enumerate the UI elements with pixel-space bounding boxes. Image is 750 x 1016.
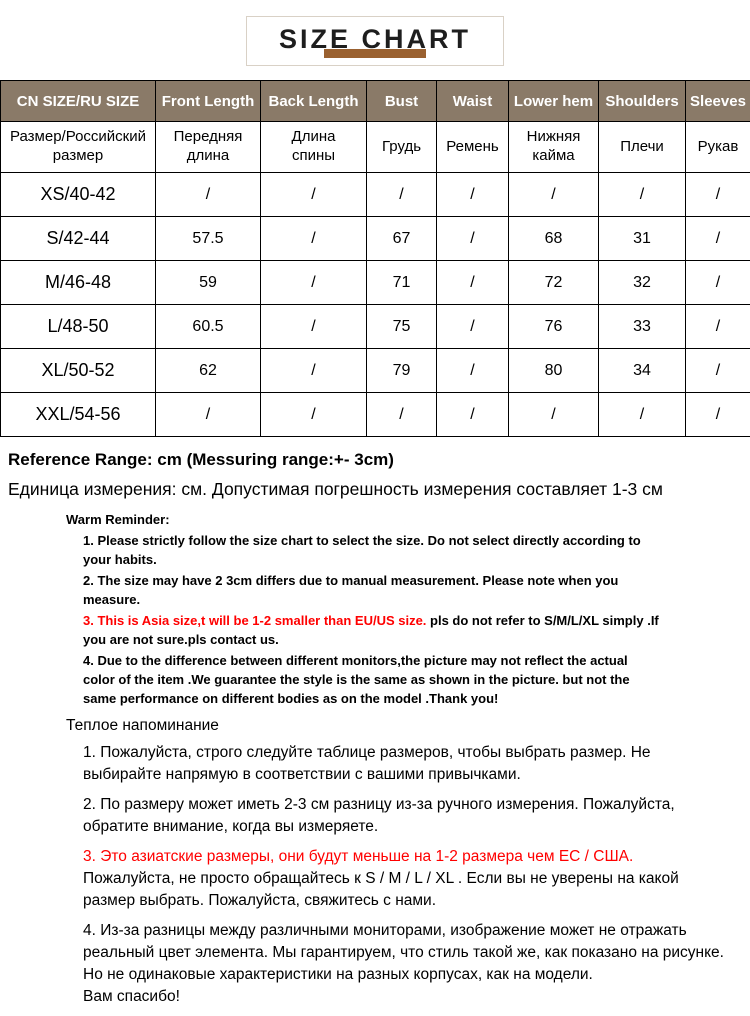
title-box [246, 16, 504, 66]
warm-reminder-title-en: Warm Reminder: [66, 510, 742, 529]
header-cell-back-length-ru: Длина спины [261, 122, 367, 173]
header-cell-size: CN SIZE/RU SIZE [1, 81, 156, 122]
reference-range-en: Reference Range: cm (Messuring range:+- 3cm) [8, 450, 742, 470]
header-cell-shoulders-ru: Плечи [599, 122, 686, 173]
value-cell: 59 [156, 261, 261, 305]
value-cell: 57.5 [156, 217, 261, 261]
reference-range-ru: Единица измерения: см. Допустимая погрешность измерения составляет 1-3 см [8, 479, 742, 500]
size-label: L/48-50 [1, 305, 156, 349]
value-cell: 75 [367, 305, 437, 349]
header-cell-bust-ru: Грудь [367, 122, 437, 173]
value-cell: / [599, 393, 686, 437]
header-cell-lower-hem-ru: Нижняя кайма [509, 122, 599, 173]
value-cell: / [599, 173, 686, 217]
value-cell: / [686, 261, 750, 305]
reminder-item-4-text-ru: 4. Из-за разницы между различными мониторами, изображение может не отражать реальный цвет элемента. Мы гарантируем, что стиль такой же, как показано на рисунке. Но не одинаковые характеристики на разных корпусах, как на модели. [83, 922, 724, 983]
table-row-s [1, 217, 750, 261]
table-row-m [1, 261, 750, 305]
value-cell: 68 [509, 217, 599, 261]
notes-section [0, 450, 750, 1008]
value-cell: 60.5 [156, 305, 261, 349]
size-chart-table [0, 80, 750, 437]
value-cell: 79 [367, 349, 437, 393]
warm-reminder-title-ru: Теплое напоминание [66, 715, 742, 737]
reminder-item-3-rest-ru: Пожалуйста, не просто обращайтесь к S / M / L / XL . Если вы не уверены на какой размер выбрать. Пожалуйста, свяжитесь с нами. [83, 870, 679, 909]
table-row-xs [1, 173, 750, 217]
header-cell-waist-ru: Ремень [437, 122, 509, 173]
value-cell: 62 [156, 349, 261, 393]
reminder-item-2-ru: 2. По размеру может иметь 2-3 см разницу из-за ручного измерения. Пожалуйста, обратите внимание, когда вы измеряете. [83, 794, 733, 838]
value-cell: 34 [599, 349, 686, 393]
warm-reminder-ru [66, 715, 742, 1008]
size-chart-document [0, 16, 750, 1008]
value-cell: / [437, 305, 509, 349]
value-cell: / [686, 393, 750, 437]
size-label: XS/40-42 [1, 173, 156, 217]
value-cell: / [261, 217, 367, 261]
reminder-item-1-en: 1. Please strictly follow the size chart to select the size. Do not select directly according to your habits. [83, 531, 661, 569]
header-cell-waist: Waist [437, 81, 509, 122]
value-cell: / [261, 173, 367, 217]
value-cell: 76 [509, 305, 599, 349]
table-row-xxl [1, 393, 750, 437]
header-cell-sleeves: Sleeves [686, 81, 750, 122]
size-label: S/42-44 [1, 217, 156, 261]
size-label: XXL/54-56 [1, 393, 156, 437]
header-cell-front-length-ru: Передняя длина [156, 122, 261, 173]
warm-reminder-en [66, 510, 742, 708]
table-row-l [1, 305, 750, 349]
value-cell: / [686, 305, 750, 349]
value-cell: 33 [599, 305, 686, 349]
value-cell: 32 [599, 261, 686, 305]
header-cell-size-ru: Размер/Российский размер [1, 122, 156, 173]
reminder-item-3-en [83, 611, 661, 649]
reminder-item-3-ru [83, 846, 733, 912]
header-cell-shoulders: Shoulders [599, 81, 686, 122]
value-cell: / [686, 349, 750, 393]
value-cell: / [156, 393, 261, 437]
reminder-item-4-en: 4. Due to the difference between different monitors,the picture may not reflect the actual color of the item .We guarantee the style is the same as shown in the picture. but not the same performance on different bodies as on the model .Thank you! [83, 651, 661, 708]
value-cell: / [437, 349, 509, 393]
value-cell: / [261, 261, 367, 305]
size-label: M/46-48 [1, 261, 156, 305]
value-cell: / [261, 393, 367, 437]
header-cell-sleeves-ru: Рукав [686, 122, 750, 173]
value-cell: / [367, 393, 437, 437]
value-cell: / [437, 261, 509, 305]
table-row-xl [1, 349, 750, 393]
value-cell: / [686, 173, 750, 217]
value-cell: / [686, 217, 750, 261]
value-cell: / [156, 173, 261, 217]
thank-you-ru: Вам спасибо! [83, 988, 180, 1005]
value-cell: / [509, 393, 599, 437]
asia-size-warning-ru: 3. Это азиатские размеры, они будут меньше на 1-2 размера чем ЕС / США. [83, 848, 633, 865]
value-cell: / [437, 217, 509, 261]
value-cell: 67 [367, 217, 437, 261]
table-header-row-ru [1, 122, 750, 173]
reminder-item-1-ru: 1. Пожалуйста, строго следуйте таблице размеров, чтобы выбрать размер. Не выбирайте напрямую в соответствии с вашими привычками. [83, 742, 733, 786]
value-cell: 31 [599, 217, 686, 261]
header-cell-front-length: Front Length [156, 81, 261, 122]
size-label: XL/50-52 [1, 349, 156, 393]
header-cell-back-length: Back Length [261, 81, 367, 122]
value-cell: / [367, 173, 437, 217]
reminder-item-4-ru [83, 920, 733, 1008]
asia-size-warning-en: 3. This is Asia size,t will be 1-2 smaller than EU/US size. [83, 613, 426, 628]
value-cell: / [261, 349, 367, 393]
header-cell-lower-hem: Lower hem [509, 81, 599, 122]
value-cell: / [437, 173, 509, 217]
value-cell: 72 [509, 261, 599, 305]
page-title: SIZE CHART [247, 23, 503, 55]
value-cell: 80 [509, 349, 599, 393]
reminder-item-3-rest-en: pls do not refer to S/M/L/XL simply .If you are not sure.pls contact us. [83, 613, 659, 647]
value-cell: 71 [367, 261, 437, 305]
value-cell: / [261, 305, 367, 349]
table-header-row-en [1, 81, 750, 122]
value-cell: / [437, 393, 509, 437]
value-cell: / [509, 173, 599, 217]
reminder-item-2-en: 2. The size may have 2 3cm differs due to manual measurement. Please note when you measure. [83, 571, 661, 609]
header-cell-bust: Bust [367, 81, 437, 122]
